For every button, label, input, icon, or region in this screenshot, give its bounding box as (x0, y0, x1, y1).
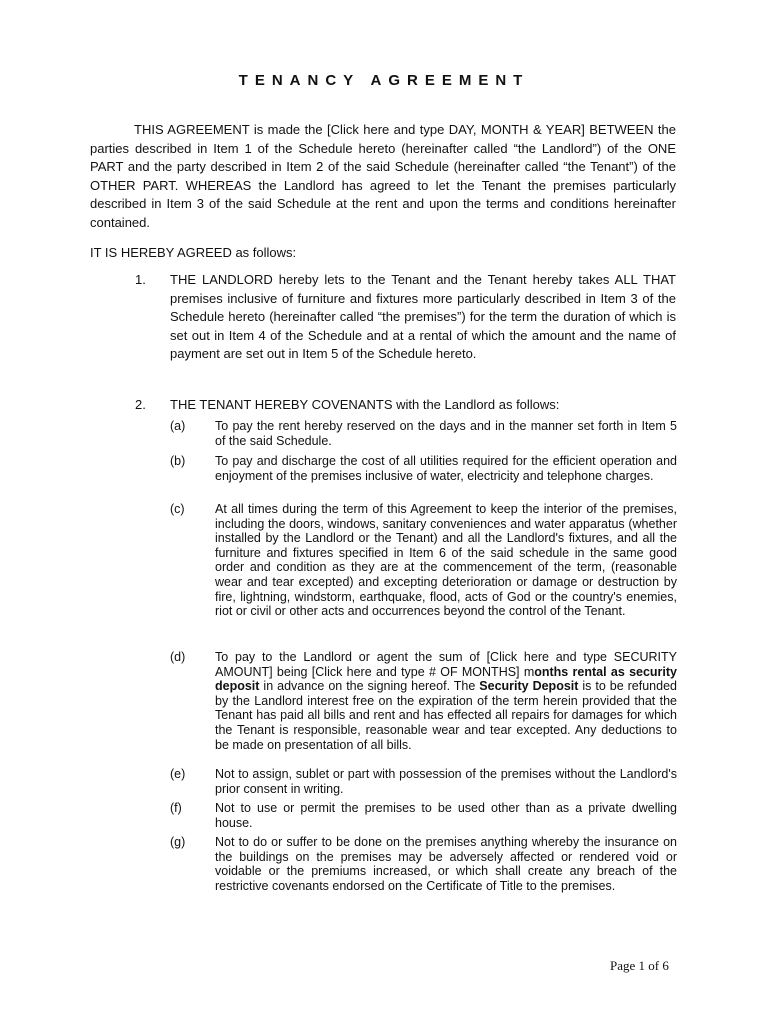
subclause-label: (a) (170, 419, 186, 433)
subclause-text-part: is to be refunded by the Landlord interest free on the expiration of the term herein provided that the Tenant has paid all bills and rent and has effected all repairs for damages for which the Tenant is responsible, reasonable wear and tear excepted. Any deductions to be made on presentation of all bills. (215, 679, 677, 752)
subclause-text-part: in advance on the signing hereof. The (259, 679, 480, 694)
subclause-label: (f) (170, 801, 182, 815)
intro-paragraph: THIS AGREEMENT is made the [Click here and type DAY, MONTH & YEAR] BETWEEN the parties described in Item 1 of the Schedule hereto (hereinafter called “the Landlord”) of the ONE PART and the party described in Item 2 of the said Schedule (hereinafter called “the Tenant”) of the OTHER PART. WHEREAS the Landlord has agreed to let the Tenant the premises particularly described in Item 3 of the said Schedule at the rent and upon the terms and conditions hereinafter contained. (90, 122, 676, 230)
document-title: TENANCY AGREEMENT (238, 72, 530, 89)
agreed-heading: IT IS HEREBY AGREED as follows: (90, 245, 297, 260)
clause-number: 2. (135, 397, 146, 412)
subclause-text: Not to use or permit the premises to be used other than as a private dwelling house. (215, 801, 677, 830)
page-number: Page 1 of 6 (610, 958, 669, 973)
security-deposit-bold: Security Deposit (479, 679, 579, 694)
subclause-label: (e) (170, 767, 186, 781)
subclause-text: At all times during the term of this Agreement to keep the interior of the premises, including the doors, windows, sanitary conveniences and water apparatus (whether installed by the Landlord or the Tenant) and all the Landlord's fixtures, and all the furniture and fixtures specified in Item 6 of the said schedule in the same good order and condition as they are at the commencement of the term, (reasonable wear and tear excepted) and excepting deterioration or damage or destruction by fire, lightning, windstorm, earthquake, flood, acts of God or the country's enemies, riot or civil or other acts and occurrences beyond the control of the Tenant. (215, 502, 677, 619)
subclause-text: To pay and discharge the cost of all utilities required for the efficient operation and enjoyment of the premises inclusive of water, electricity and telephone charges. (215, 454, 677, 483)
subclause-label: (c) (170, 502, 185, 516)
subclause-text (215, 650, 677, 752)
subclause-text: Not to assign, sublet or part with possession of the premises without the Landlord's prior consent in writing. (215, 767, 677, 796)
subclause-text: Not to do or suffer to be done on the premises anything whereby the insurance on the buildings on the premises may be adversely affected or rendered void or voidable or the premiums increased, or which shall create any breach of the restrictive covenants endorsed on the Certificate of Title to the premises. (215, 835, 677, 893)
clause-text: THE TENANT HEREBY COVENANTS with the Landlord as follows: (170, 397, 560, 412)
subclause-label: (d) (170, 650, 186, 664)
clause-number: 1. (135, 272, 146, 287)
subclause-bold-text: onths rental as security deposit (215, 664, 678, 694)
clause-text: THE LANDLORD hereby lets to the Tenant and the Tenant hereby takes ALL THAT premises inclusive of furniture and fixtures more particularly described in Item 3 of the Schedule hereto (hereinafter called “the premises”) for the term the duration of which is set out in Item 4 of the Schedule and at a rental of which the amount and the name of payment are set out in Item 5 of the Schedule hereto. (170, 272, 676, 361)
subclause-text: To pay the rent hereby reserved on the days and in the manner set forth in Item 5 of the said Schedule. (215, 419, 677, 448)
subclause-label: (g) (170, 835, 186, 849)
subclause-label: (b) (170, 454, 186, 468)
subclause-text-part: To pay to the Landlord or agent the sum of [Click here and type SECURITY AMOUNT] being [Click here and type # OF MONTHS] m (215, 650, 677, 679)
